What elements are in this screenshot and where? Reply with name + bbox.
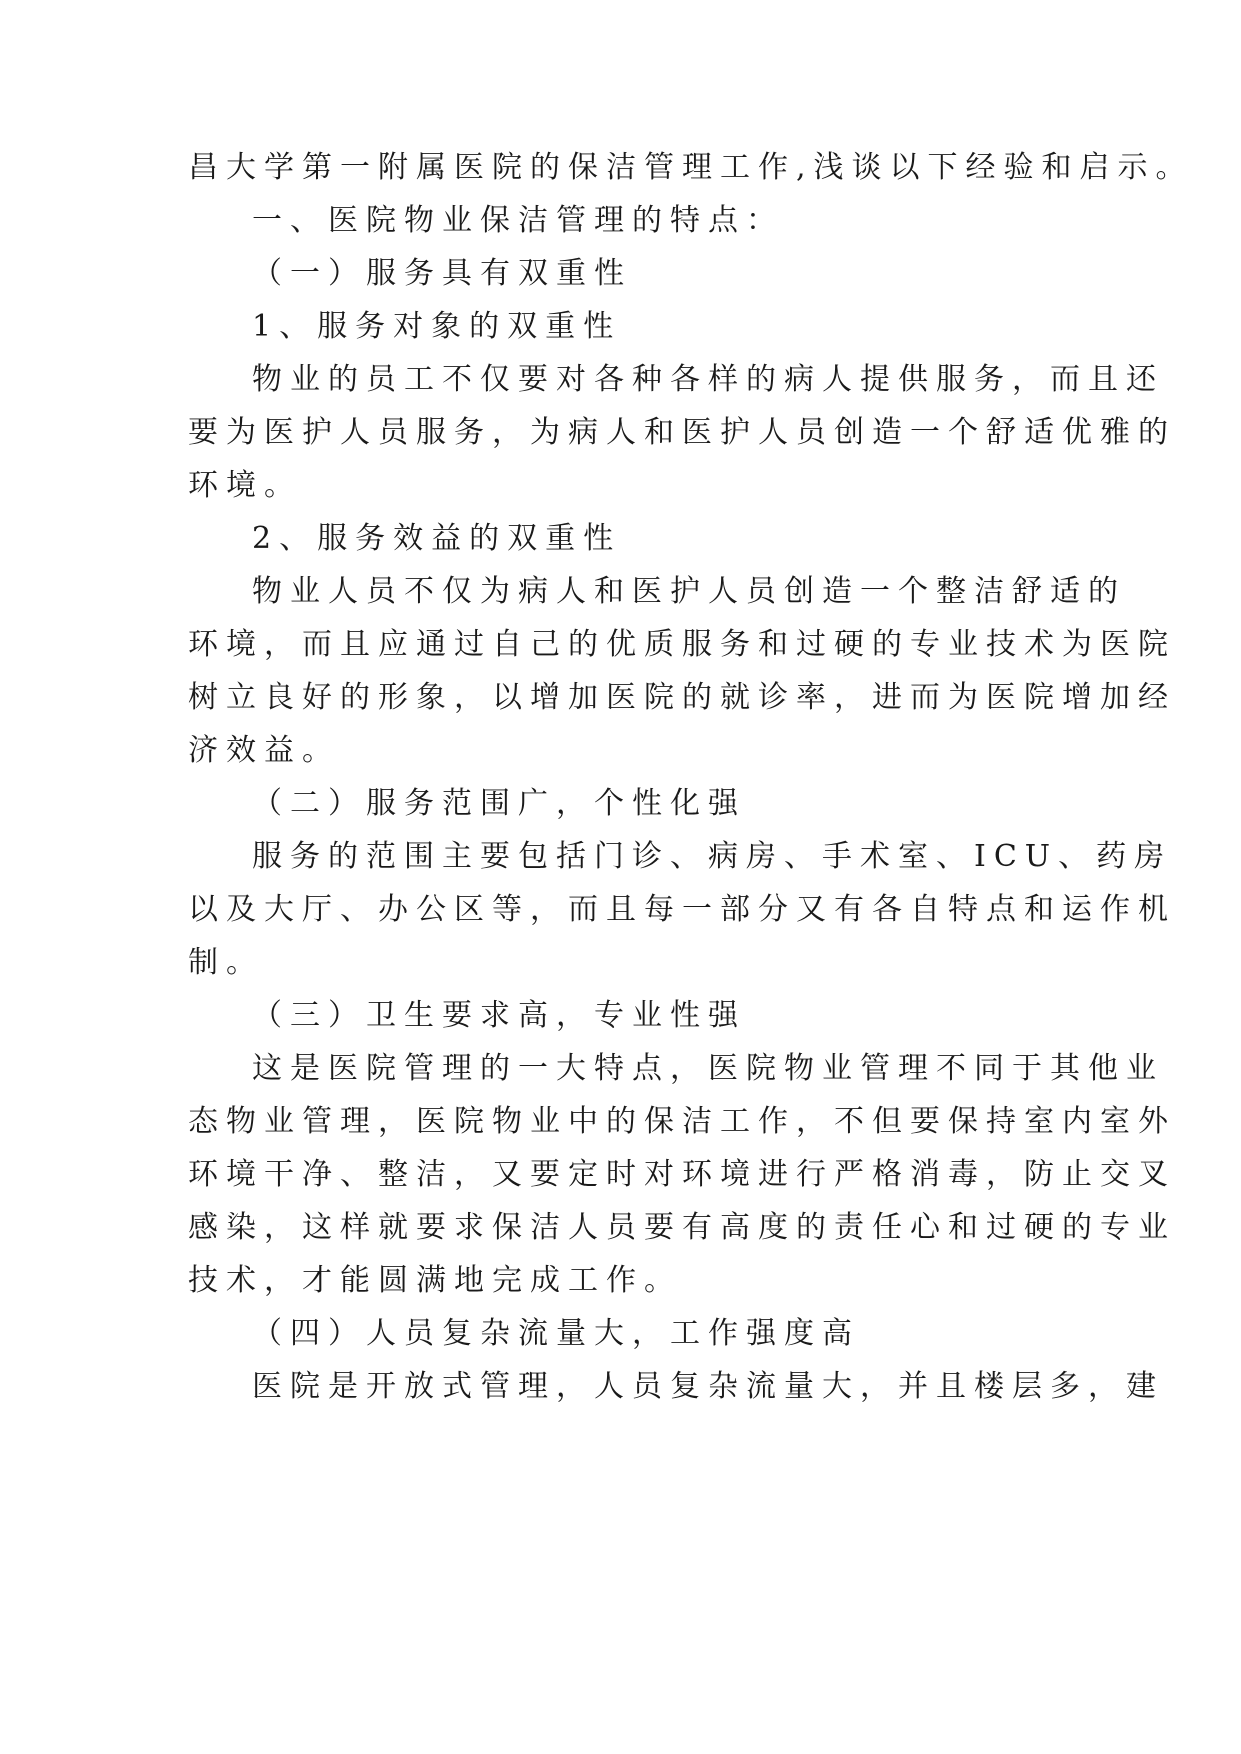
section-heading: 一、医院物业保洁管理的特点：	[252, 203, 784, 238]
paragraph-line: 医院是开放式管理，人员复杂流量大，并且楼层多，建	[252, 1369, 1164, 1404]
paragraph-line: 制。	[188, 945, 264, 980]
paragraph-line: 技术，才能圆满地完成工作。	[188, 1263, 682, 1298]
paragraph-line: 感染，这样就要求保洁人员要有高度的责任心和过硬的专业	[188, 1210, 1176, 1245]
paragraph-line: 以及大厅、办公区等，而且每一部分又有各自特点和运作机	[188, 892, 1176, 927]
paragraph-line: 昌大学第一附属医院的保洁管理工作,浅谈以下经验和启示。	[188, 150, 1194, 185]
paragraph-line: 要为医护人员服务，为病人和医护人员创造一个舒适优雅的	[188, 415, 1176, 450]
paragraph-line: 这是医院管理的一大特点，医院物业管理不同于其他业	[252, 1051, 1164, 1086]
subsection-heading: （一）服务具有双重性	[252, 256, 632, 291]
paragraph-line: 环境干净、整洁，又要定时对环境进行严格消毒，防止交叉	[188, 1157, 1176, 1192]
paragraph-line: 态物业管理，医院物业中的保洁工作，不但要保持室内室外	[188, 1104, 1176, 1139]
paragraph-line: 树立良好的形象，以增加医院的就诊率，进而为医院增加经	[188, 680, 1176, 715]
subsection-heading: （二）服务范围广，个性化强	[252, 786, 746, 821]
paragraph-line: 物业人员不仅为病人和医护人员创造一个整洁舒适的	[252, 574, 1126, 609]
paragraph-line: 环境。	[188, 468, 302, 503]
subsection-heading: （三）卫生要求高，专业性强	[252, 998, 746, 1033]
subsection-heading: （四）人员复杂流量大，工作强度高	[252, 1316, 860, 1351]
paragraph-line: 济效益。	[188, 733, 340, 768]
paragraph-line: 环境，而且应通过自己的优质服务和过硬的专业技术为医院	[188, 627, 1176, 662]
item-heading: 1、服务对象的双重性	[252, 309, 622, 344]
item-heading: 2、服务效益的双重性	[252, 521, 622, 556]
paragraph-line: 服务的范围主要包括门诊、病房、手术室、ICU、药房	[252, 839, 1173, 874]
paragraph-line: 物业的员工不仅要对各种各样的病人提供服务，而且还	[252, 362, 1164, 397]
